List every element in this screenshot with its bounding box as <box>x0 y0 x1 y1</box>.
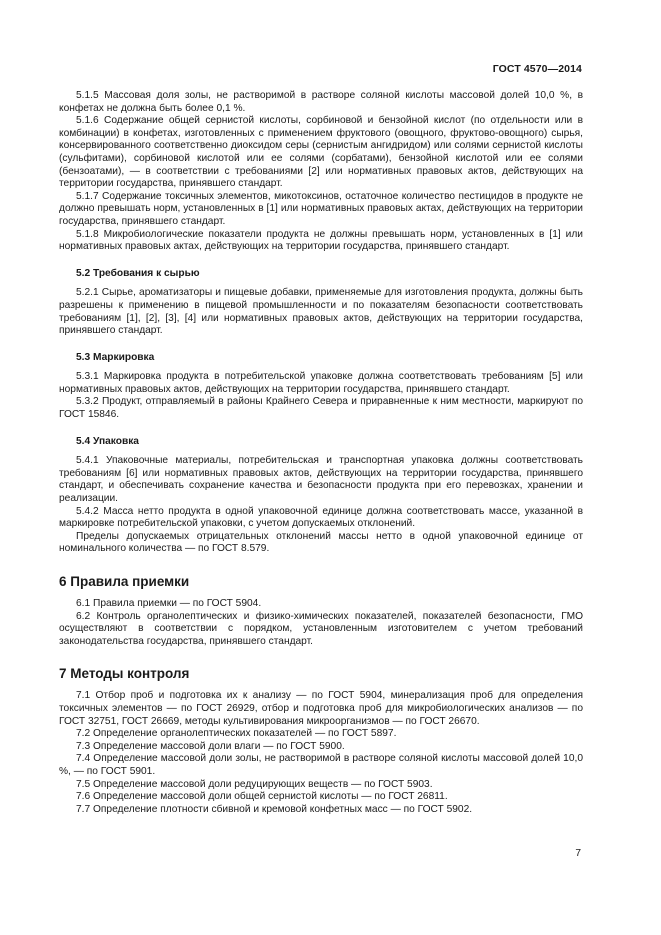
standard-designation: ГОСТ 4570—2014 <box>492 63 582 75</box>
heading-5-2: 5.2 Требования к сырью <box>76 267 200 279</box>
clause-7-7: 7.7 Определение плотности сбивной и кремовой конфетных масс — по ГОСТ 5902. <box>76 803 473 815</box>
heading-5-3: 5.3 Маркировка <box>76 351 155 363</box>
clause-7-2: 7.2 Определение органолептических показателей — по ГОСТ 5897. <box>76 728 397 740</box>
clause-5-1-7: 5.1.7 Содержание токсичных элементов, микотоксинов, остаточное количество пестицидов в продукте не должно превышать норм, установленных в [1] или нормативных правовых актах, действующих на территории государства, принявшего стандарт. <box>59 190 583 227</box>
clause-5-4-2: 5.4.2 Масса нетто продукта в одной упаковочной единице должна соответствовать массе, указанной в маркировке потребительской упаковки, с учетом допускаемых отклонений. <box>59 505 583 530</box>
clause-7-3: 7.3 Определение массовой доли влаги — по ГОСТ 5900. <box>76 740 345 752</box>
clause-5-4-2-tolerance: Пределы допускаемых отрицательных отклонений массы нетто в одной упаковочной единице от номинального количества — по ГОСТ 8.579. <box>59 530 583 555</box>
heading-section-7: 7 Методы контроля <box>59 666 190 682</box>
heading-5-4: 5.4 Упаковка <box>76 435 139 447</box>
clause-7-5: 7.5 Определение массовой доли редуцирующих веществ — по ГОСТ 5903. <box>76 778 433 790</box>
clause-5-2-1: 5.2.1 Сырье, ароматизаторы и пищевые добавки, применяемые для изготовления продукта, должны быть разрешены к применению в пищевой промышленности и по показателям безопасности соответствовать требованиям [1], [2], [3], [4] или нормативных правовых актов, действующих на территории государства, принявшего стандарт. <box>59 287 583 337</box>
document-body <box>59 90 583 816</box>
clause-7-6: 7.6 Определение массовой доли общей сернистой кислоты — по ГОСТ 26811. <box>76 791 448 803</box>
clause-5-3-1: 5.3.1 Маркировка продукта в потребительской упаковке должна соответствовать требованиям [5] или нормативных правовых актов, действующих на территории государства, принявшего стандарт. <box>59 371 583 395</box>
clause-7-1: 7.1 Отбор проб и подготовка их к анализу — по ГОСТ 5904, минерализация проб для определения токсичных элементов — по ГОСТ 26929, отбор и подготовка проб для микробиологических анализов — по ГОСТ 32751, ГОСТ 26669, методы культивирования микроорганизмов — по ГОСТ 26670. <box>59 690 583 727</box>
clause-7-4: 7.4 Определение массовой доли золы, не растворимой в растворе соляной кислоты массовой долей 10,0 %, — по ГОСТ 5901. <box>59 753 583 777</box>
clause-5-4-1: 5.4.1 Упаковочные материалы, потребительская и транспортная упаковка должны соответствовать требованиям [6] или нормативных правовых актов, действующих на территории государства, принявшего стандарт, и обеспечивать сохранение качества и безопасности продукта при его перевозках, хранении и реализации. <box>59 455 583 505</box>
clause-5-3-2: 5.3.2 Продукт, отправляемый в районы Крайнего Севера и приравненные к ним местности, маркируют по ГОСТ 15846. <box>59 396 583 421</box>
clause-6-2: 6.2 Контроль органолептических и физико-химических показателей, показателей безопасности, ГМО осуществляют в соответствии с порядком, установленным изготовителем с учетом требований законодательства государства, принявшего стандарт. <box>59 610 583 647</box>
clause-5-1-6: 5.1.6 Содержание общей сернистой кислоты, сорбиновой и бензойной кислот (по отдельности или в комбинации) в конфетах, изготовленных с применением фруктового (овощного, фруктово-овощного) сырья, консервированного соответственно диоксидом серы (сернистым ангидридом) или солями сернистой кислоты (сульфитами), сорбиновой кислотой или ее солями (сорбатами), бензойной кислотой или ее солями (бензоатами), — в соответствии с требованиями [2] или нормативных правовых актов, действующих на территории государства, принявшего стандарт. <box>59 115 583 190</box>
clause-6-1: 6.1 Правила приемки — по ГОСТ 5904. <box>76 598 262 609</box>
clause-5-1-5: 5.1.5 Массовая доля золы, не растворимой в растворе соляной кислоты массовой долей 10,0 %, в конфетах не должна быть более 0,1 %. <box>59 90 583 114</box>
heading-section-6: 6 Правила приемки <box>59 574 190 589</box>
clause-5-1-8: 5.1.8 Микробиологические показатели продукта не должны превышать норм, установленных в [1] или нормативных правовых актах, действующих на территории государства, принявшего стандарт. <box>59 228 583 253</box>
page-number: 7 <box>575 848 581 859</box>
